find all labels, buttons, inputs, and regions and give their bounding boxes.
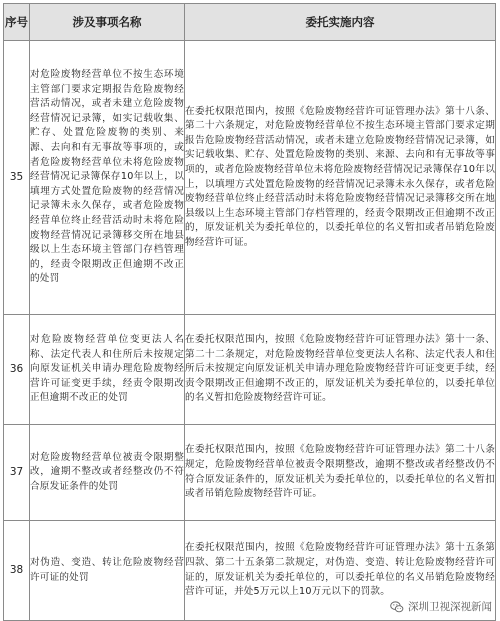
item-name: 对伪造、变造、转让危险废物经营许可证的处罚 [30, 521, 185, 621]
item-name: 对危险废物经营单位被责令限期整改，逾期不整改或者经整改仍不符合原发证条件的处罚 [30, 425, 185, 521]
header-name: 涉及事项名称 [30, 4, 185, 41]
item-description: 在委托权限范围内，按照《危险废物经营许可证管理办法》第十八条、第二十六条规定，对危险废物经营单位不按生态环境主管部门要求定期报告危险废物经营活动情况，或者未建立危险废物经营情况记录簿，如实记载收集、贮存、处置危险废物的类别、来源、去向和有无事故等事项的，或者危险废物经营单位未将危险废物经营情况记录簿保存10年以上，以填埋方式处置危险废物的经营情况记录簿未永久保存，或者危险废物经营单位终止经营活动时未将危险废物经营情况记录簿移交所在地县级以上生态环境主管部门存档管理的，经责令限期改正但逾期不改正的，原发证机关为委托单位的，以委托单位的名义暂扣或者吊销危险废物经营许可证。 [185, 41, 496, 315]
watermark-text: 深圳卫视深视新闻 [408, 601, 492, 613]
table-header-row [4, 4, 496, 41]
item-name: 对危险废物经营单位变更法人名称、法定代表人和住所后未按规定向原发证机关申请办理危险废物经营许可证变更手续，经责令限期改正但逾期不改正的处罚 [30, 315, 185, 425]
item-description: 在委托权限范围内，按照《危险废物经营许可证管理办法》第十五条第四款、第二十五条第二款规定，对伪造、变造、转让危险废物经营许可证的，原发证机关为委托单位的，可以委托单位的名义吊销危险废物经营许可证，并处5万元以上10万元以下的罚款。 [185, 521, 496, 621]
row-number: 35 [4, 41, 30, 315]
item-description: 在委托权限范围内，按照《危险废物经营许可证管理办法》第二十八条规定，危险废物经营单位被责令限期整改，逾期不整改或者经整改仍不符合原发证条件的，原发证机关为委托单位的，以委托单位的名义暂扣或者吊销危险废物经营许可证。 [185, 425, 496, 521]
row-number: 37 [4, 425, 30, 521]
row-number: 38 [4, 521, 30, 621]
wechat-icon [390, 600, 404, 614]
item-name: 对危险废物经营单位不按生态环境主管部门要求定期报告危险废物经营活动情况，或者未建立危险废物经营情况记录簿，如实记载收集、贮存、处置危险废物的类别、来源、去向和有无事故等事项的，或者危险废物经营单位未将危险废物经营情况记录簿保存10年以上，以填埋方式处置危险废物的经营情况记录簿未永久保存，或者危险废物经营单位终止经营活动时未将危险废物经营情况记录簿移交所在地县级以上生态环境主管部门存档管理的，经责令限期改正但逾期不改正的处罚 [30, 41, 185, 315]
header-desc: 委托实施内容 [185, 4, 496, 41]
row-number: 36 [4, 315, 30, 425]
header-no: 序号 [4, 4, 30, 41]
table-row [4, 41, 496, 315]
table-row [4, 315, 496, 425]
watermark [390, 599, 492, 614]
item-description: 在委托权限范围内，按照《危险废物经营许可证管理办法》第十一条、第二十二条规定，对危险废物经营单位变更法人名称、法定代表人和住所后未按规定向原发证机关申请办理危险废物经营许可证变更手续，经责令限期改正但逾期不改正的，原发证机关为委托单位的，以委托单位的名义暂扣危险废物经营许可证。 [185, 315, 496, 425]
table-row [4, 425, 496, 521]
delegation-table [3, 3, 496, 621]
